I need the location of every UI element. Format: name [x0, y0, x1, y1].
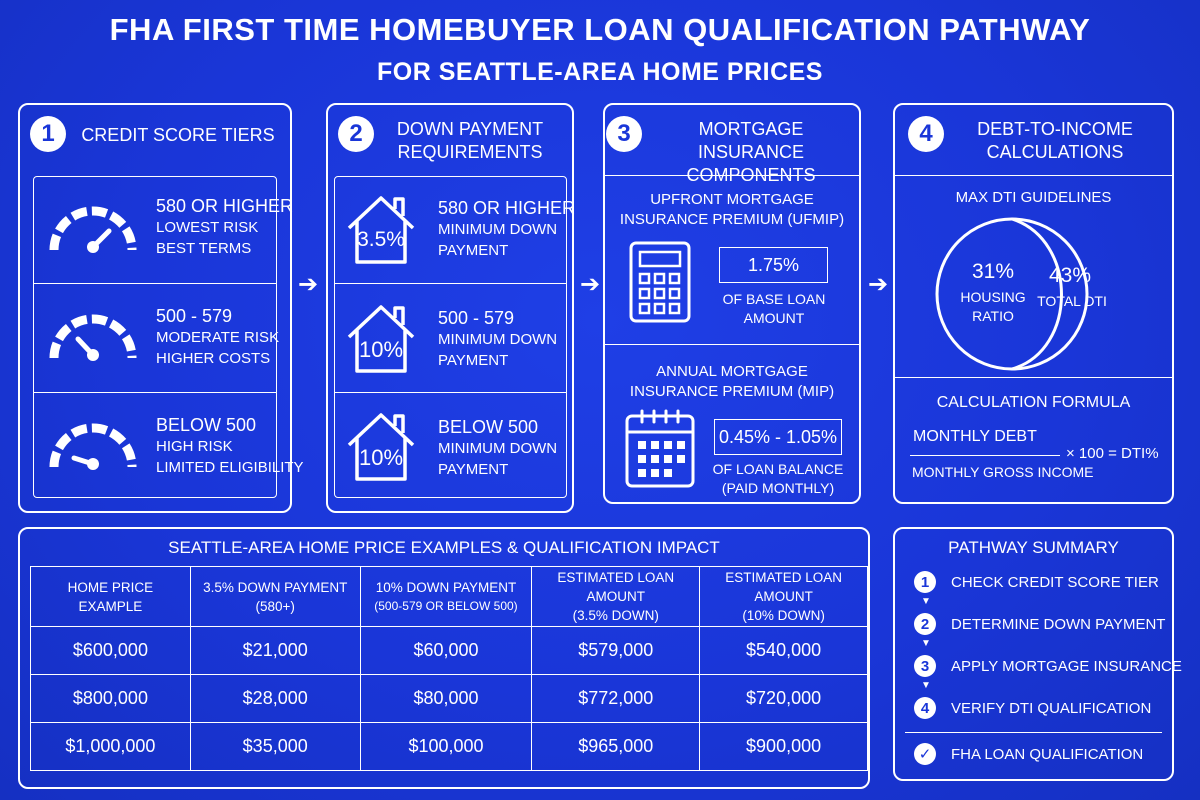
title-line: CALCULATIONS — [986, 142, 1124, 162]
tier-range: 580 OR HIGHER — [438, 198, 576, 218]
label-line: RATIO — [972, 308, 1014, 324]
table-row — [31, 675, 868, 723]
header-line: (500-579 OR BELOW 500) — [374, 598, 518, 613]
table-cell: $720,000 — [700, 675, 868, 723]
note-line: OF BASE LOAN — [722, 291, 826, 307]
tier-terms: HIGHER COSTS — [156, 350, 271, 367]
note-line: OF LOAN BALANCE — [712, 461, 844, 477]
note-line: AMOUNT — [743, 310, 805, 326]
ufmip-heading — [610, 190, 854, 230]
housing-ratio-value: 31% — [971, 260, 1015, 283]
ufmip-value: 1.75% — [719, 247, 828, 283]
mip-note — [708, 460, 848, 498]
table-cell: $1,000,000 — [31, 723, 191, 771]
ufmip-note — [708, 290, 840, 328]
formula-multiplier: × 100 = DTI% — [1066, 445, 1159, 462]
mip-heading — [610, 362, 854, 402]
header-line: 10% DOWN PAYMENT — [375, 579, 517, 595]
tier-range: 500 - 579 — [156, 306, 233, 326]
title-part: INCOME — [1060, 119, 1133, 139]
header-line: (3.5% DOWN) — [572, 608, 659, 623]
summary-step-2 — [914, 613, 1165, 635]
summary-step-label: CHECK CREDIT SCORE TIER — [951, 573, 1159, 591]
label-line: HOUSING — [960, 289, 1026, 305]
formula-denominator: MONTHLY GROSS INCOME — [912, 464, 1094, 480]
page-subtitle: FOR SEATTLE-AREA HOME PRICES — [377, 58, 823, 86]
price-examples-heading: SEATTLE-AREA HOME PRICE EXAMPLES & QUALIFICATION IMPACT — [168, 538, 720, 557]
summary-step-label: DETERMINE DOWN PAYMENT — [951, 615, 1166, 633]
title-line: COMPONENTS — [686, 165, 816, 185]
down-tier-3 — [438, 417, 557, 480]
step-number-2: 2 — [338, 116, 374, 152]
formula-numerator: MONTHLY DEBT — [913, 428, 1037, 445]
checkmark-icon: ✓ — [914, 743, 936, 765]
tier-range: 580 OR HIGHER — [156, 196, 294, 216]
total-dti-label: TOTAL DTI — [1037, 293, 1107, 309]
table-cell: $800,000 — [31, 675, 191, 723]
summary-title: PATHWAY SUMMARY — [948, 538, 1119, 557]
tier-desc: MINIMUM DOWN — [438, 221, 558, 238]
summary-step-number: 2 — [914, 613, 936, 635]
tier-range: BELOW 500 — [156, 415, 257, 435]
title-line: MORTGAGE INSURANCE — [697, 119, 804, 162]
table-cell: $965,000 — [532, 723, 700, 771]
title-line: DOWN PAYMENT — [396, 119, 544, 139]
fraction-line — [910, 455, 1060, 456]
credit-tier-1 — [156, 196, 293, 259]
column-header — [532, 567, 700, 627]
total-dti-value: 43% — [1048, 264, 1092, 287]
tier-range: 500 - 579 — [438, 308, 515, 328]
panel-divider — [893, 377, 1174, 378]
table-row — [31, 627, 868, 675]
arrow-down-icon: ▼ — [921, 680, 931, 691]
column-header — [190, 567, 360, 627]
arrow-down-icon: ▼ — [921, 638, 931, 649]
table-row — [31, 723, 868, 771]
gauge-low-icon — [46, 412, 140, 472]
table-cell: $35,000 — [190, 723, 360, 771]
heading-line: UPFRONT MORTGAGE — [650, 191, 814, 208]
summary-step-label: VERIFY DTI QUALIFICATION — [951, 699, 1152, 717]
arrow-right-icon: ➔ — [298, 271, 319, 298]
table-cell: $28,000 — [190, 675, 360, 723]
title-part: DEBT-TO- — [977, 119, 1061, 139]
house-percent: 10% — [358, 445, 404, 470]
arrow-down-icon: ▼ — [921, 596, 931, 607]
calendar-icon — [624, 408, 696, 490]
panel-divider — [893, 175, 1174, 176]
summary-final-label: FHA LOAN QUALIFICATION — [951, 745, 1144, 763]
tier-desc: PAYMENT — [438, 242, 509, 259]
header-line: ESTIMATED LOAN AMOUNT — [557, 570, 675, 604]
header-line: (580+) — [255, 598, 295, 614]
summary-step-1 — [914, 571, 1159, 593]
tier-desc: MINIMUM DOWN — [438, 440, 558, 457]
summary-step-number: 1 — [914, 571, 936, 593]
arrow-right-icon: ➔ — [580, 271, 601, 298]
tier-terms: BEST TERMS — [156, 240, 252, 257]
tier-terms: LIMITED ELIGIBILITY — [156, 459, 304, 476]
step-number-3: 3 — [606, 116, 642, 152]
house-percent: 3.5% — [357, 228, 405, 251]
table-cell: $100,000 — [360, 723, 532, 771]
heading-line: ANNUAL MORTGAGE — [656, 363, 808, 380]
summary-final — [914, 743, 1143, 765]
header-line: HOME PRICE EXAMPLE — [67, 579, 154, 614]
credit-tier-3 — [156, 415, 304, 478]
summary-step-4 — [914, 697, 1151, 719]
summary-step-number: 4 — [914, 697, 936, 719]
header-line: (10% DOWN) — [742, 608, 825, 623]
credit-panel-title: CREDIT SCORE TIERS — [81, 125, 275, 145]
mip-value: 0.45% - 1.05% — [714, 419, 842, 455]
step-number-1: 1 — [30, 116, 66, 152]
tier-desc: PAYMENT — [438, 352, 509, 369]
dti-guidelines-heading: MAX DTI GUIDELINES — [955, 189, 1112, 206]
tier-desc: MINIMUM DOWN — [438, 331, 558, 348]
column-header — [700, 567, 868, 627]
down-panel-title — [380, 118, 560, 164]
tier-range: BELOW 500 — [438, 417, 539, 437]
column-header — [31, 567, 191, 627]
tier-divider — [334, 283, 567, 284]
tier-divider — [33, 283, 277, 284]
column-header — [360, 567, 532, 627]
tier-risk: MODERATE RISK — [156, 329, 280, 346]
panel-divider — [603, 344, 861, 345]
arrow-right-icon: ➔ — [868, 271, 889, 298]
title-line: REQUIREMENTS — [397, 142, 543, 162]
table-cell: $900,000 — [700, 723, 868, 771]
price-table — [30, 566, 868, 771]
table-cell: $772,000 — [532, 675, 700, 723]
tier-risk: LOWEST RISK — [156, 219, 259, 236]
table-cell: $540,000 — [700, 627, 868, 675]
table-cell: $21,000 — [190, 627, 360, 675]
credit-tier-2 — [156, 306, 279, 369]
panel-divider — [603, 175, 861, 176]
table-cell: $60,000 — [360, 627, 532, 675]
note-line: (PAID MONTHLY) — [721, 480, 835, 496]
table-header-row — [31, 567, 868, 627]
heading-line: INSURANCE PREMIUM (MIP) — [629, 383, 835, 400]
header-line: ESTIMATED LOAN AMOUNT — [725, 570, 842, 604]
tier-desc: PAYMENT — [438, 461, 509, 478]
summary-step-number: 3 — [914, 655, 936, 677]
heading-line: INSURANCE PREMIUM (UFMIP) — [619, 211, 845, 228]
down-tier-1 — [438, 198, 575, 261]
calculator-icon — [628, 240, 692, 324]
gauge-mid-icon — [46, 303, 140, 363]
down-tier-2 — [438, 308, 557, 371]
housing-ratio-label — [953, 288, 1033, 326]
summary-step-label: APPLY MORTGAGE INSURANCE — [951, 657, 1182, 675]
dti-panel-title — [950, 118, 1160, 164]
step-number-4: 4 — [908, 116, 944, 152]
insurance-panel-title — [648, 118, 854, 187]
summary-step-3 — [914, 655, 1182, 677]
table-cell: $80,000 — [360, 675, 532, 723]
tier-divider — [33, 392, 277, 393]
table-cell: $579,000 — [532, 627, 700, 675]
house-percent: 10% — [358, 337, 404, 362]
table-cell: $600,000 — [31, 627, 191, 675]
gauge-high-icon — [46, 195, 140, 255]
page-title: FHA FIRST TIME HOMEBUYER LOAN QUALIFICATION PATHWAY — [109, 12, 1091, 47]
header-line: 3.5% DOWN PAYMENT — [203, 579, 348, 595]
summary-divider — [905, 732, 1162, 733]
tier-divider — [334, 392, 567, 393]
formula-heading: CALCULATION FORMULA — [936, 394, 1131, 411]
tier-risk: HIGH RISK — [156, 438, 233, 455]
